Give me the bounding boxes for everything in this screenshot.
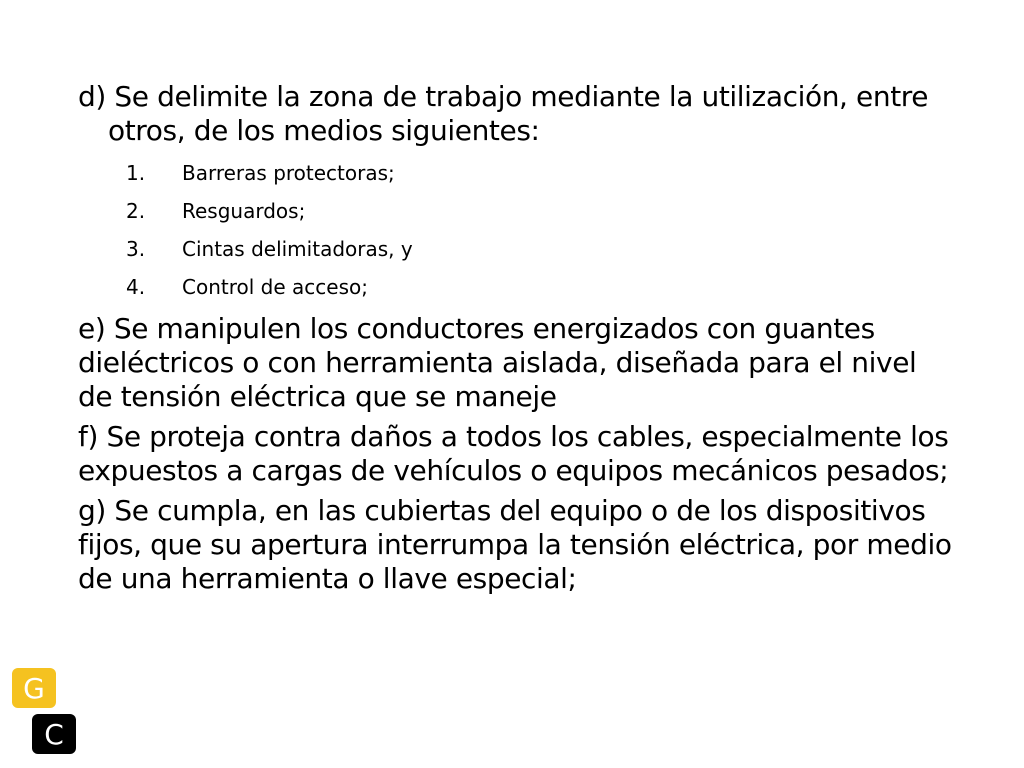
list-item-number: 3. <box>126 237 146 261</box>
c-badge[interactable]: C <box>32 714 76 754</box>
list-item-number: 2. <box>126 199 146 223</box>
slide-body <box>78 80 958 596</box>
list-item <box>78 268 958 306</box>
paragraph-f: f) Se proteja contra daños a todos los cables, especialmente los expuestos a cargas de vehículos o equipos mecánicos pesados; <box>78 420 949 487</box>
list-item <box>78 230 958 268</box>
list-item-text: Barreras protectoras; <box>182 161 395 185</box>
list-item <box>78 192 958 230</box>
list-item <box>78 154 958 192</box>
list-item-text: Resguardos; <box>182 199 306 223</box>
list-item-text: Control de acceso; <box>182 275 368 299</box>
list-item-number: 1. <box>126 161 146 185</box>
paragraph-g: g) Se cumpla, en las cubiertas del equipo o de los dispositivos fijos, que su apertura interrumpa la tensión eléctrica, por medio de una herramienta o llave especial; <box>78 494 952 595</box>
paragraph-e: e) Se manipulen los conductores energizados con guantes dieléctricos o con herramienta aislada, diseñada para el nivel de tensión eléctrica que se maneje <box>78 312 917 413</box>
list-item-number: 4. <box>126 275 146 299</box>
list-item-text: Cintas delimitadoras, y <box>182 237 413 261</box>
g-badge[interactable]: G <box>12 668 56 708</box>
numbered-sublist <box>78 154 958 306</box>
paragraph-d: d) Se delimite la zona de trabajo mediante la utilización, entre otros, de los medios siguientes: <box>78 80 929 147</box>
